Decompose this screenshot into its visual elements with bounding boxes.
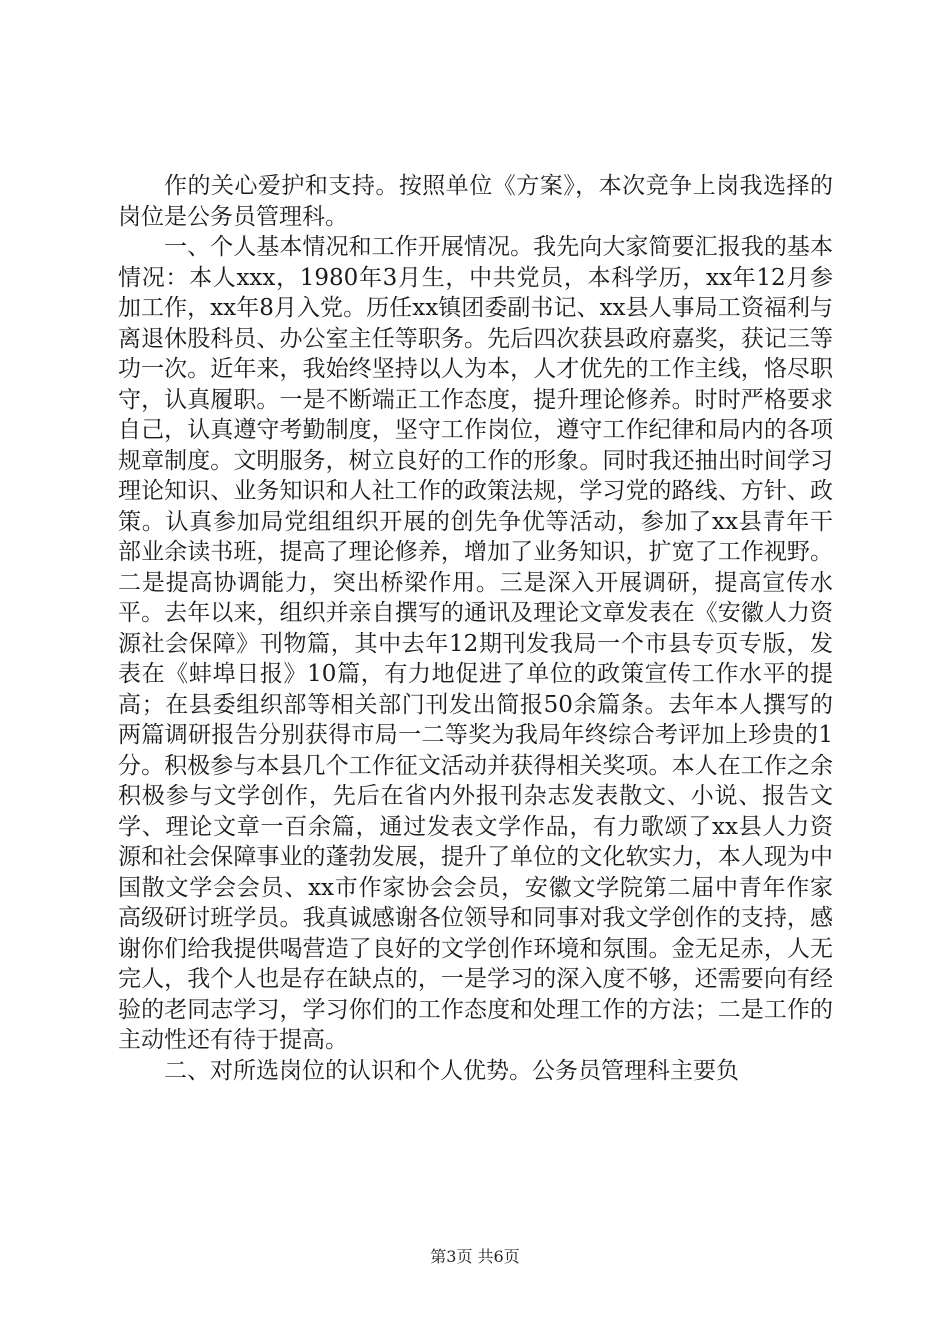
page-footer (0, 1244, 950, 1267)
paragraph-continuation: 作的关心爱护和支持。按照单位《方案》，本次竞争上岗我选择的岗位是公务员管理科。 (118, 173, 833, 230)
page-number: 第3页 共6页 (430, 1247, 520, 1266)
paragraph-section-one: 一、个人基本情况和工作开展情况。我先向大家简要汇报我的基本情况：本人xxx，1980年3月生，中共党员，本科学历，xx年12月参加工作，xx年8月入党。历任xx镇团委副书记、xx县人事局工资福利与离退休股科员、办公室主任等职务。先后四次获县政府嘉奖，获记三等功一次。近年来，我始终坚持以人为本，人才优先的工作主线，恪尽职守，认真履职。一是不断端正工作态度，提升理论修养。时时严格要求自己，认真遵守考勤制度，坚守工作岗位，遵守工作纪律和局内的各项规章制度。文明服务，树立良好的工作的形象。同时我还抽出时间学习理论知识、业务知识和人社工作的政策法规，学习党的路线、方针、政策。认真参加局党组组织开展的创先争优等活动，参加了xx县青年干部业余读书班，提高了理论修养，增加了业务知识，扩宽了工作视野。二是提高协调能力，突出桥梁作用。三是深入开展调研，提高宣传水平。去年以来，组织并亲自撰写的通讯及理论文章发表在《安徽人力资源社会保障》刊物篇，其中去年12期刊发我局一个市县专页专版，发表在《蚌埠日报》10篇，有力地促进了单位的政策宣传工作水平的提高；在县委组织部等相关部门刊发出简报50余篇条。去年本人撰写的两篇调研报告分别获得市局一二等奖为我局年终综合考评加上珍贵的1分。积极参与本县几个工作征文活动并获得相关奖项。本人在工作之余积极参与文学创作，先后在省内外报刊杂志发表散文、小说、报告文学、理论文章一百余篇，通过发表文学作品，有力歌颂了xx县人力资源和社会保障事业的蓬勃发展，提升了单位的文化软实力，本人现为中国散文学会会员、xx市作家协会会员，安徽文学院第二届中青年作家高级研讨班学员。我真诚感谢各位领导和同事对我文学创作的支持，感谢你们给我提供喝营造了良好的文学创作环境和氛围。金无足赤，人无完人，我个人也是存在缺点的，一是学习的深入度不够，还需要向有经验的老同志学习，学习你们的工作态度和处理工作的方法；二是工作的主动性还有待于提高。 (118, 234, 833, 1053)
paragraph-section-two: 二、对所选岗位的认识和个人优势。公务员管理科主要负 (164, 1057, 739, 1084)
document-body (118, 171, 833, 1086)
